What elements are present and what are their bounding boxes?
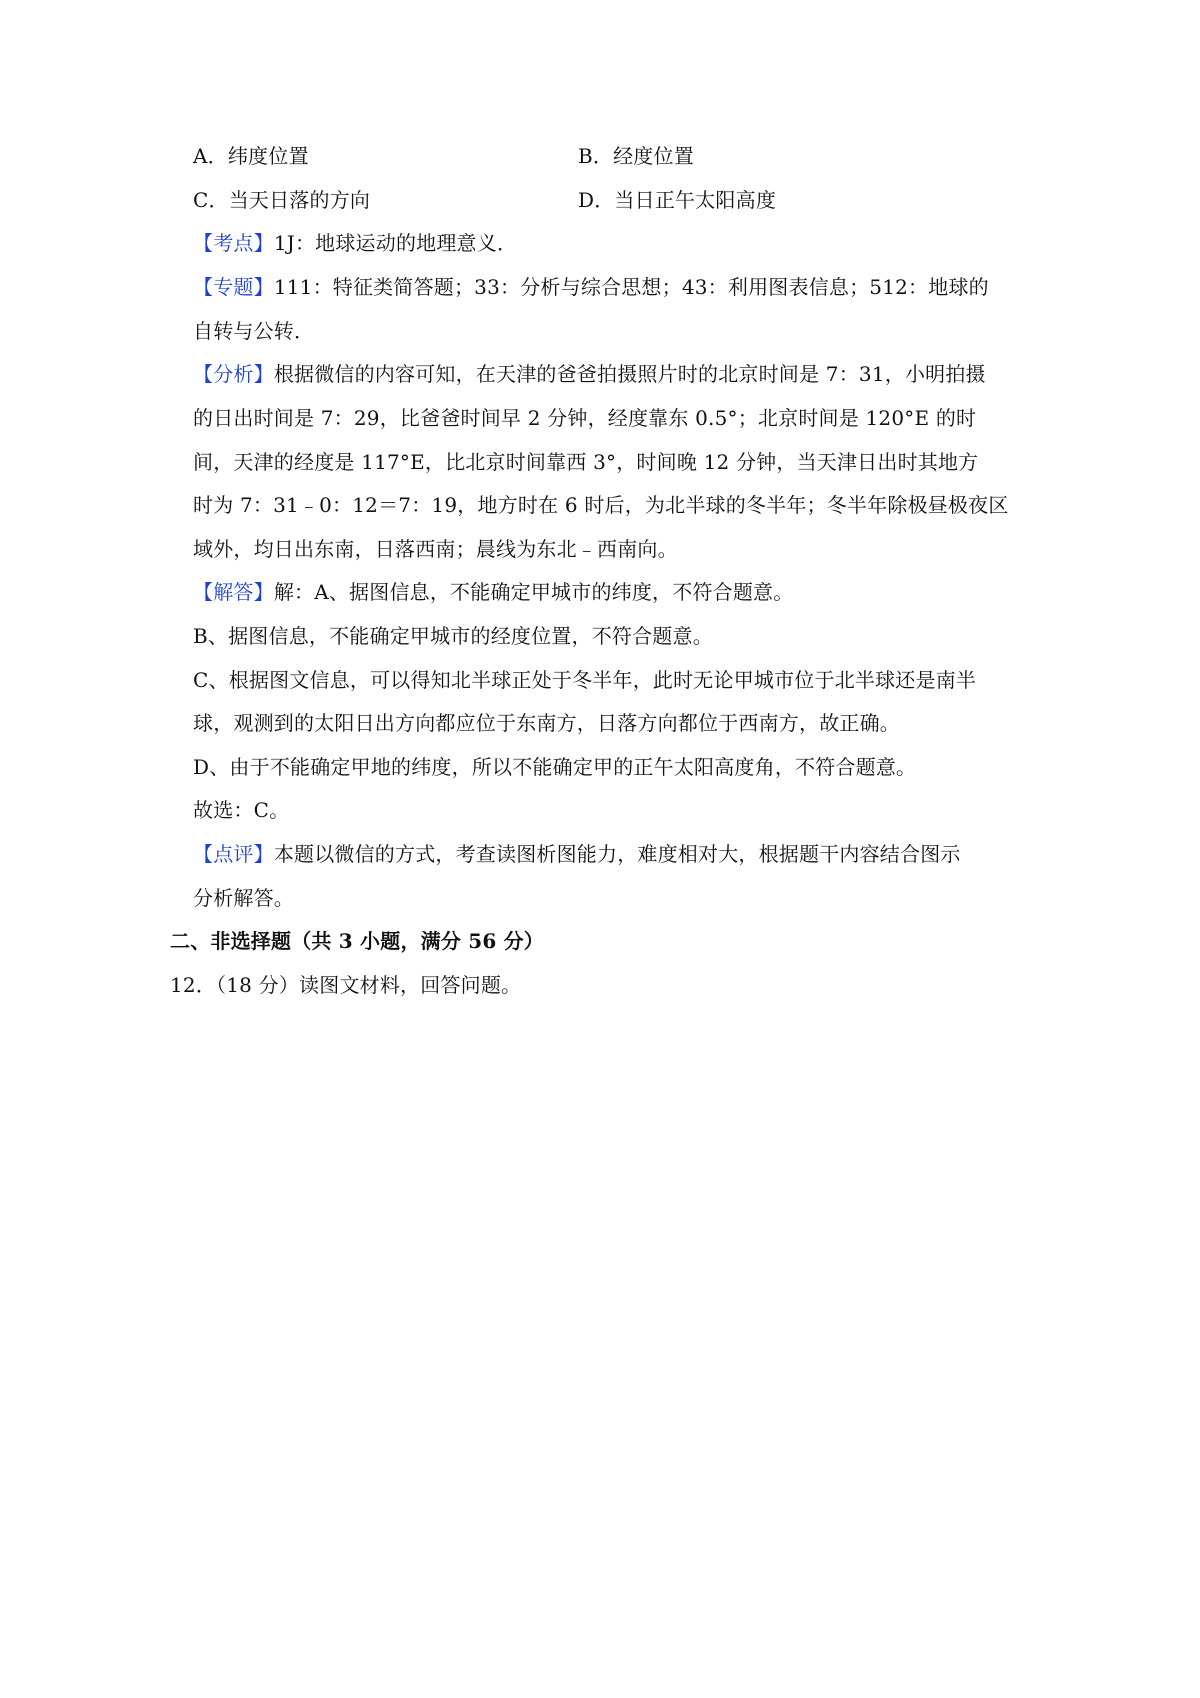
fenxi-line5: 域外，均日出东南，日落西南；晨线为东北﹣西南向。: [193, 537, 678, 561]
option-d: D．当日正午太阳高度: [578, 188, 777, 212]
question-12: 12．（18 分）读图文材料，回答问题。: [170, 973, 522, 997]
fenxi-line4: 时为 7：31﹣0：12＝7：19，地方时在 6 时后，为北半球的冬半年；冬半年除极昼极夜区: [193, 493, 1009, 517]
zhuanti-row: [193, 273, 989, 301]
option-c: C．当天日落的方向: [193, 188, 371, 212]
jieda-line6: 故选：C。: [193, 798, 290, 822]
dianping-line1: 本题以微信的方式，考查读图析图能力，难度相对大，根据题干内容结合图示: [273, 842, 961, 866]
kaodian-text: 1J：地球运动的地理意义．: [273, 231, 518, 255]
jieda-row: [193, 578, 793, 606]
jieda-line3: C、根据图文信息，可以得知北半球正处于冬半年，此时无论甲城市位于北半球还是南半: [193, 668, 977, 692]
dianping-row: [193, 840, 961, 868]
kaodian-tag: 【考点】: [193, 231, 274, 255]
fenxi-line1: 根据微信的内容可知，在天津的爸爸拍摄照片时的北京时间是 7：31，小明拍摄: [273, 362, 986, 386]
fenxi-line2: 的日出时间是 7：29，比爸爸时间早 2 分钟，经度靠东 0.5°；北京时间是 120°E 的时: [193, 406, 977, 430]
kaodian-row: [193, 229, 517, 257]
zhuanti-line2: 自转与公转．: [193, 319, 315, 343]
jieda-line2: B、据图信息，不能确定甲城市的经度位置，不符合题意。: [193, 624, 713, 648]
option-b: B．经度位置: [578, 144, 694, 168]
fenxi-row: [193, 360, 986, 388]
section-heading: 二、非选择题（共 3 小题，满分 56 分）: [170, 929, 544, 953]
zhuanti-line1: 111：特征类简答题；33：分析与综合思想；43：利用图表信息；512：地球的: [273, 275, 989, 299]
option-a: A．纬度位置: [193, 144, 309, 168]
zhuanti-tag: 【专题】: [193, 275, 274, 299]
jieda-line4: 球，观测到的太阳日出方向都应位于东南方，日落方向都位于西南方，故正确。: [193, 711, 900, 735]
jieda-tag: 【解答】: [193, 580, 274, 604]
jieda-line1: 解：A、据图信息，不能确定甲城市的纬度，不符合题意。: [273, 580, 794, 604]
dianping-line2: 分析解答。: [193, 886, 294, 910]
dianping-tag: 【点评】: [193, 842, 274, 866]
fenxi-line3: 间，天津的经度是 117°E，比北京时间靠西 3°，时间晚 12 分钟，当天津日出时其地方: [193, 450, 979, 474]
fenxi-tag: 【分析】: [193, 362, 274, 386]
jieda-line5: D、由于不能确定甲地的纬度，所以不能确定甲的正午太阳高度角，不符合题意。: [193, 755, 917, 779]
